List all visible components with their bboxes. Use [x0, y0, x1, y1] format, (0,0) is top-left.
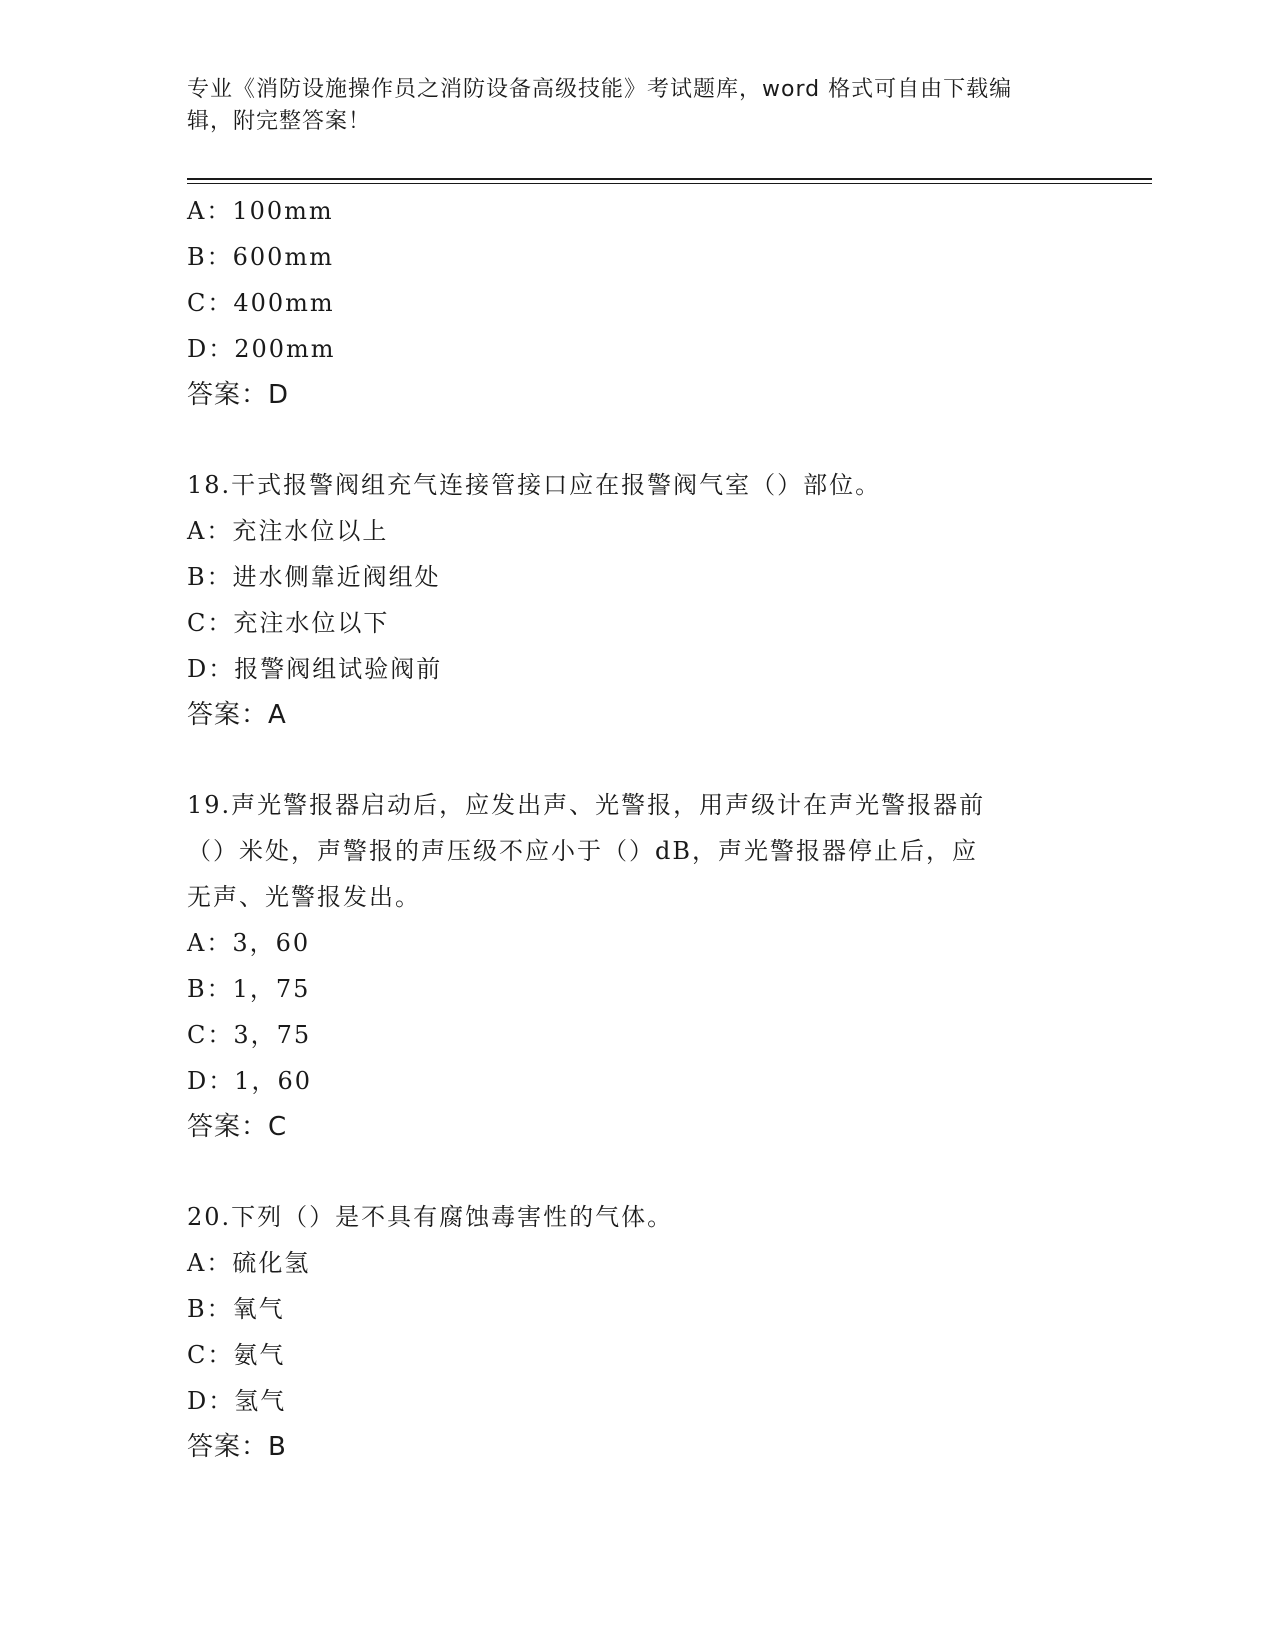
question-text-line-1: 19.声光警报器启动后，应发出声、光警报，用声级计在声光警报器前 [187, 791, 986, 819]
header-line-1: 专业《消防设施操作员之消防设备高级技能》考试题库，word 格式可自由下载编 [187, 77, 1013, 102]
header-divider-thin [187, 183, 1152, 184]
option-a: A：充注水位以上 [187, 517, 389, 545]
question-text: 18.干式报警阀组充气连接管接口应在报警阀气室（）部位。 [187, 471, 882, 499]
question-19 [187, 782, 1087, 1150]
option-d: D：报警阀组试验阀前 [187, 655, 443, 683]
option-d: D：1，60 [187, 1067, 313, 1095]
option-d: D：氢气 [187, 1387, 287, 1415]
option-c: C：充注水位以下 [187, 609, 390, 637]
question-text-line-3: 无声、光警报发出。 [187, 883, 421, 911]
question-list [187, 188, 1087, 1470]
question-20 [187, 1194, 1087, 1470]
option-a: A：硫化氢 [187, 1249, 311, 1277]
option-b: B：氧气 [187, 1295, 285, 1323]
header-divider-thick [187, 178, 1152, 180]
document-header [187, 74, 1067, 138]
option-a: A：100mm [187, 197, 334, 225]
answer-line: 答案：B [187, 1432, 287, 1462]
option-c: C：3，75 [187, 1021, 312, 1049]
answer-line: 答案：C [187, 1112, 288, 1142]
question-18 [187, 462, 1087, 738]
option-c: C：氨气 [187, 1341, 286, 1369]
question-text: 20.下列（）是不具有腐蚀毒害性的气体。 [187, 1203, 674, 1231]
option-b: B：进水侧靠近阀组处 [187, 563, 441, 591]
option-b: B：600mm [187, 243, 334, 271]
header-line-2: 辑，附完整答案！ [187, 109, 372, 134]
option-a: A：3，60 [187, 929, 311, 957]
answer-line: 答案：A [187, 700, 287, 730]
answer-line: 答案：D [187, 380, 290, 410]
question-text-line-2: （）米处，声警报的声压级不应小于（）dB，声光警报器停止后，应 [187, 837, 978, 865]
option-c: C：400mm [187, 289, 335, 317]
option-d: D：200mm [187, 335, 336, 363]
question-17-partial [187, 188, 1087, 418]
option-b: B：1，75 [187, 975, 311, 1003]
